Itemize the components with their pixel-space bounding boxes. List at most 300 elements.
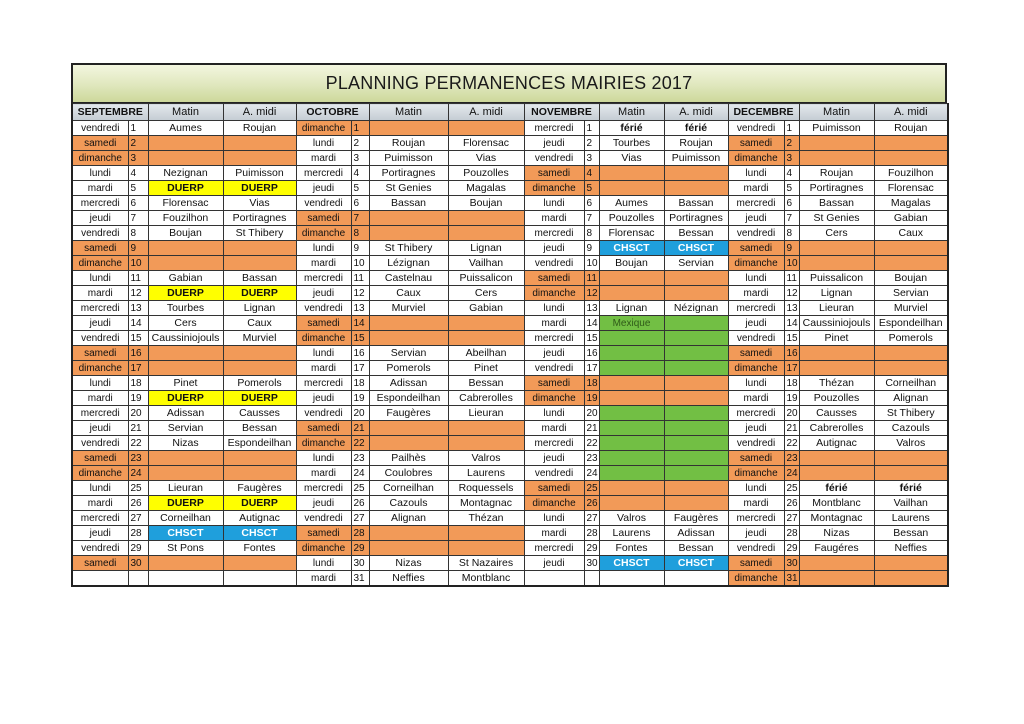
weekday-cell: samedi <box>296 316 351 331</box>
day-number-cell: 25 <box>784 481 799 496</box>
day-number-cell: 30 <box>128 556 148 571</box>
morning-cell <box>148 466 223 481</box>
afternoon-cell: DUERP <box>223 181 296 196</box>
afternoon-cell <box>448 121 524 136</box>
morning-cell <box>369 211 448 226</box>
morning-cell: Aumes <box>599 196 664 211</box>
morning-cell: Faugères <box>369 406 448 421</box>
day-number-cell: 21 <box>784 421 799 436</box>
afternoon-cell: Espondeilhan <box>874 316 948 331</box>
morning-cell <box>369 331 448 346</box>
afternoon-cell: Bassan <box>223 271 296 286</box>
morning-cell: Servian <box>369 346 448 361</box>
weekday-cell: samedi <box>72 241 128 256</box>
table-row <box>72 316 948 331</box>
afternoon-cell: Roujan <box>874 121 948 136</box>
morning-cell <box>599 466 664 481</box>
day-number-cell: 5 <box>128 181 148 196</box>
weekday-cell: dimanche <box>524 391 584 406</box>
morning-cell <box>799 466 874 481</box>
morning-cell <box>369 436 448 451</box>
weekday-cell: jeudi <box>524 556 584 571</box>
weekday-cell: mardi <box>524 421 584 436</box>
weekday-cell <box>524 571 584 587</box>
day-number-cell: 11 <box>128 271 148 286</box>
day-number-cell: 11 <box>351 271 369 286</box>
weekday-cell: lundi <box>72 481 128 496</box>
day-number-cell: 29 <box>784 541 799 556</box>
day-number-cell: 29 <box>584 541 599 556</box>
day-number-cell: 9 <box>584 241 599 256</box>
morning-cell <box>369 541 448 556</box>
morning-cell: Cabrerolles <box>799 421 874 436</box>
day-number-cell: 8 <box>128 226 148 241</box>
weekday-cell: dimanche <box>72 361 128 376</box>
weekday-cell: vendredi <box>524 256 584 271</box>
afternoon-cell <box>448 226 524 241</box>
day-number-cell: 26 <box>584 496 599 511</box>
table-row <box>72 136 948 151</box>
morning-cell <box>599 376 664 391</box>
day-number-cell: 5 <box>351 181 369 196</box>
day-number-cell: 30 <box>584 556 599 571</box>
afternoon-cell <box>664 451 728 466</box>
weekday-cell: lundi <box>728 481 784 496</box>
day-number-cell: 5 <box>584 181 599 196</box>
morning-cell: CHSCT <box>599 556 664 571</box>
table-row <box>72 481 948 496</box>
weekday-cell: samedi <box>728 346 784 361</box>
morning-cell: Valros <box>599 511 664 526</box>
table-body <box>72 121 948 587</box>
day-number-cell <box>584 571 599 587</box>
weekday-cell: mercredi <box>296 481 351 496</box>
weekday-cell: mardi <box>72 496 128 511</box>
table-row <box>72 511 948 526</box>
morning-cell: St Pons <box>148 541 223 556</box>
weekday-cell: vendredi <box>72 226 128 241</box>
day-number-cell: 7 <box>784 211 799 226</box>
day-number-cell: 18 <box>351 376 369 391</box>
weekday-cell: dimanche <box>728 256 784 271</box>
morning-cell: Aumes <box>148 121 223 136</box>
day-number-cell: 19 <box>584 391 599 406</box>
morning-cell <box>599 451 664 466</box>
afternoon-cell: Bessan <box>664 226 728 241</box>
afternoon-cell: Lignan <box>223 301 296 316</box>
morning-cell: Corneilhan <box>369 481 448 496</box>
afternoon-cell <box>448 526 524 541</box>
day-number-cell: 19 <box>784 391 799 406</box>
weekday-cell: mardi <box>728 391 784 406</box>
morning-cell: Puimisson <box>799 121 874 136</box>
morning-cell: Bassan <box>369 196 448 211</box>
weekday-cell: dimanche <box>728 466 784 481</box>
afternoon-cell: DUERP <box>223 286 296 301</box>
afternoon-header: A. midi <box>664 104 728 121</box>
weekday-cell: dimanche <box>296 331 351 346</box>
day-number-cell: 24 <box>128 466 148 481</box>
morning-cell: Cers <box>148 316 223 331</box>
weekday-cell: jeudi <box>72 211 128 226</box>
afternoon-cell: Neffies <box>874 541 948 556</box>
weekday-cell: jeudi <box>72 421 128 436</box>
morning-cell: Servian <box>148 421 223 436</box>
day-number-cell: 1 <box>128 121 148 136</box>
afternoon-cell: Vias <box>448 151 524 166</box>
day-number-cell: 13 <box>584 301 599 316</box>
afternoon-cell: Gabian <box>448 301 524 316</box>
weekday-cell: lundi <box>72 376 128 391</box>
table-row <box>72 436 948 451</box>
table-row <box>72 571 948 587</box>
afternoon-header: A. midi <box>448 104 524 121</box>
weekday-cell: vendredi <box>296 511 351 526</box>
afternoon-cell: Vailhan <box>874 496 948 511</box>
weekday-cell: vendredi <box>72 121 128 136</box>
day-number-cell: 8 <box>351 226 369 241</box>
afternoon-cell: Bessan <box>874 526 948 541</box>
day-number-cell: 16 <box>351 346 369 361</box>
afternoon-cell <box>874 556 948 571</box>
weekday-cell: mardi <box>524 526 584 541</box>
weekday-cell: samedi <box>728 241 784 256</box>
day-number-cell: 17 <box>128 361 148 376</box>
afternoon-cell: Caux <box>874 226 948 241</box>
morning-cell <box>599 181 664 196</box>
day-number-cell: 16 <box>128 346 148 361</box>
morning-cell <box>599 436 664 451</box>
afternoon-cell: Faugères <box>223 481 296 496</box>
day-number-cell: 12 <box>128 286 148 301</box>
morning-cell: Mexique <box>599 316 664 331</box>
afternoon-cell: Corneilhan <box>874 376 948 391</box>
weekday-cell: mardi <box>296 361 351 376</box>
afternoon-cell <box>664 316 728 331</box>
morning-cell <box>799 256 874 271</box>
weekday-cell: mercredi <box>728 196 784 211</box>
afternoon-cell: Bessan <box>448 376 524 391</box>
day-number-cell: 29 <box>351 541 369 556</box>
weekday-cell: dimanche <box>296 121 351 136</box>
morning-cell <box>369 226 448 241</box>
weekday-cell: jeudi <box>296 286 351 301</box>
day-number-cell: 2 <box>351 136 369 151</box>
afternoon-cell <box>664 421 728 436</box>
morning-cell: Montblanc <box>799 496 874 511</box>
morning-cell: Castelnau <box>369 271 448 286</box>
afternoon-cell: Autignac <box>223 511 296 526</box>
afternoon-cell: St Thibery <box>223 226 296 241</box>
weekday-cell: samedi <box>728 451 784 466</box>
afternoon-cell <box>223 136 296 151</box>
morning-cell: Adissan <box>148 406 223 421</box>
day-number-cell: 31 <box>351 571 369 587</box>
morning-header: Matin <box>148 104 223 121</box>
morning-cell <box>599 406 664 421</box>
morning-cell: Fouzilhon <box>148 211 223 226</box>
day-number-cell: 12 <box>584 286 599 301</box>
day-number-cell: 17 <box>584 361 599 376</box>
month-header: SEPTEMBRE <box>72 104 148 121</box>
morning-cell: Lieuran <box>148 481 223 496</box>
table-row <box>72 151 948 166</box>
morning-cell: férié <box>799 481 874 496</box>
morning-cell: Autignac <box>799 436 874 451</box>
weekday-cell: samedi <box>72 136 128 151</box>
weekday-cell: mercredi <box>296 376 351 391</box>
weekday-cell: jeudi <box>524 241 584 256</box>
afternoon-cell <box>223 256 296 271</box>
weekday-cell: mercredi <box>524 541 584 556</box>
weekday-cell: jeudi <box>524 451 584 466</box>
afternoon-cell <box>874 151 948 166</box>
afternoon-cell <box>874 241 948 256</box>
morning-cell <box>369 316 448 331</box>
weekday-cell: vendredi <box>728 331 784 346</box>
afternoon-header: A. midi <box>223 104 296 121</box>
weekday-cell: vendredi <box>72 436 128 451</box>
weekday-cell: lundi <box>72 166 128 181</box>
weekday-cell: samedi <box>524 376 584 391</box>
weekday-cell: dimanche <box>296 436 351 451</box>
morning-cell: Pinet <box>148 376 223 391</box>
afternoon-cell <box>874 571 948 587</box>
morning-cell <box>599 481 664 496</box>
morning-cell <box>599 331 664 346</box>
afternoon-cell <box>664 286 728 301</box>
afternoon-cell <box>223 346 296 361</box>
afternoon-cell: Puissalicon <box>448 271 524 286</box>
weekday-cell: vendredi <box>72 541 128 556</box>
month-header: DECEMBRE <box>728 104 799 121</box>
weekday-cell: jeudi <box>728 211 784 226</box>
day-number-cell: 31 <box>784 571 799 587</box>
day-number-cell: 9 <box>784 241 799 256</box>
weekday-cell: lundi <box>728 376 784 391</box>
afternoon-cell <box>664 271 728 286</box>
weekday-cell: jeudi <box>296 181 351 196</box>
afternoon-cell: Valros <box>874 436 948 451</box>
afternoon-cell: Pouzolles <box>448 166 524 181</box>
day-number-cell: 3 <box>584 151 599 166</box>
afternoon-cell <box>664 496 728 511</box>
morning-cell: CHSCT <box>148 526 223 541</box>
day-number-cell: 16 <box>784 346 799 361</box>
morning-cell: Florensac <box>599 226 664 241</box>
morning-cell: Cazouls <box>369 496 448 511</box>
morning-cell <box>799 556 874 571</box>
weekday-cell: lundi <box>72 271 128 286</box>
day-number-cell: 6 <box>128 196 148 211</box>
morning-cell: Laurens <box>599 526 664 541</box>
afternoon-cell: Cabrerolles <box>448 391 524 406</box>
afternoon-cell: Abeilhan <box>448 346 524 361</box>
day-number-cell: 20 <box>351 406 369 421</box>
morning-cell: Corneilhan <box>148 511 223 526</box>
day-number-cell: 10 <box>584 256 599 271</box>
afternoon-cell: Puimisson <box>223 166 296 181</box>
morning-cell: DUERP <box>148 286 223 301</box>
afternoon-cell: Boujan <box>874 271 948 286</box>
morning-cell <box>799 241 874 256</box>
morning-cell: Portiragnes <box>369 166 448 181</box>
afternoon-cell <box>664 361 728 376</box>
morning-cell <box>369 121 448 136</box>
table-row <box>72 256 948 271</box>
weekday-cell: dimanche <box>296 541 351 556</box>
day-number-cell: 30 <box>784 556 799 571</box>
table-row <box>72 466 948 481</box>
weekday-cell: samedi <box>296 526 351 541</box>
afternoon-cell: Bessan <box>664 541 728 556</box>
morning-cell: Adissan <box>369 376 448 391</box>
day-number-cell: 25 <box>584 481 599 496</box>
day-number-cell: 2 <box>128 136 148 151</box>
day-number-cell: 3 <box>128 151 148 166</box>
afternoon-cell: Servian <box>664 256 728 271</box>
day-number-cell: 23 <box>128 451 148 466</box>
day-number-cell: 27 <box>351 511 369 526</box>
weekday-cell: dimanche <box>728 571 784 587</box>
weekday-cell: vendredi <box>524 466 584 481</box>
day-number-cell: 13 <box>784 301 799 316</box>
day-number-cell: 4 <box>784 166 799 181</box>
morning-cell: Caussiniojouls <box>799 316 874 331</box>
day-number-cell: 22 <box>784 436 799 451</box>
morning-cell <box>599 361 664 376</box>
morning-cell <box>148 556 223 571</box>
morning-cell: Puimisson <box>369 151 448 166</box>
table-row <box>72 541 948 556</box>
morning-cell: Vias <box>599 151 664 166</box>
month-header: OCTOBRE <box>296 104 369 121</box>
morning-cell: Lignan <box>799 286 874 301</box>
weekday-cell: mercredi <box>72 406 128 421</box>
morning-cell <box>599 271 664 286</box>
afternoon-cell <box>874 451 948 466</box>
weekday-cell: lundi <box>524 196 584 211</box>
morning-cell <box>148 451 223 466</box>
weekday-cell: jeudi <box>524 136 584 151</box>
weekday-cell: samedi <box>728 556 784 571</box>
weekday-cell: samedi <box>72 451 128 466</box>
morning-cell <box>148 571 223 587</box>
day-number-cell: 15 <box>128 331 148 346</box>
morning-cell: Caussiniojouls <box>148 331 223 346</box>
morning-cell: Pomerols <box>369 361 448 376</box>
table-row <box>72 301 948 316</box>
day-number-cell: 27 <box>784 511 799 526</box>
weekday-cell: mercredi <box>296 166 351 181</box>
morning-cell: Nizas <box>369 556 448 571</box>
day-number-cell: 22 <box>584 436 599 451</box>
weekday-cell: dimanche <box>524 286 584 301</box>
morning-cell <box>148 241 223 256</box>
weekday-cell: lundi <box>728 271 784 286</box>
morning-cell: Caux <box>369 286 448 301</box>
afternoon-cell <box>664 406 728 421</box>
day-number-cell: 14 <box>784 316 799 331</box>
afternoon-cell: Laurens <box>874 511 948 526</box>
day-number-cell: 27 <box>584 511 599 526</box>
weekday-cell: dimanche <box>728 361 784 376</box>
day-number-cell: 26 <box>351 496 369 511</box>
day-number-cell: 14 <box>351 316 369 331</box>
table-row <box>72 346 948 361</box>
day-number-cell: 25 <box>351 481 369 496</box>
weekday-cell: mardi <box>72 286 128 301</box>
day-number-cell: 28 <box>128 526 148 541</box>
day-number-cell: 23 <box>351 451 369 466</box>
weekday-cell: samedi <box>72 556 128 571</box>
morning-cell <box>599 571 664 587</box>
day-number-cell: 21 <box>128 421 148 436</box>
weekday-cell: vendredi <box>728 226 784 241</box>
day-number-cell: 20 <box>784 406 799 421</box>
weekday-cell: lundi <box>296 136 351 151</box>
morning-cell: Fontes <box>599 541 664 556</box>
weekday-cell: samedi <box>728 136 784 151</box>
afternoon-cell: Pinet <box>448 361 524 376</box>
table-row <box>72 496 948 511</box>
day-number-cell: 3 <box>784 151 799 166</box>
weekday-cell: dimanche <box>296 226 351 241</box>
weekday-cell: mercredi <box>72 301 128 316</box>
day-number-cell: 26 <box>128 496 148 511</box>
afternoon-cell <box>448 211 524 226</box>
day-number-cell: 24 <box>584 466 599 481</box>
day-number-cell: 28 <box>784 526 799 541</box>
weekday-cell: lundi <box>296 451 351 466</box>
weekday-cell: lundi <box>296 241 351 256</box>
afternoon-cell: férié <box>664 121 728 136</box>
planning-sheet <box>71 63 947 587</box>
morning-header: Matin <box>369 104 448 121</box>
day-number-cell: 13 <box>128 301 148 316</box>
afternoon-cell: Magalas <box>874 196 948 211</box>
weekday-cell: mardi <box>296 466 351 481</box>
morning-cell <box>148 256 223 271</box>
weekday-cell: vendredi <box>524 361 584 376</box>
morning-cell: Lézignan <box>369 256 448 271</box>
morning-cell <box>799 361 874 376</box>
morning-cell <box>799 451 874 466</box>
weekday-cell: mercredi <box>524 226 584 241</box>
morning-cell <box>799 151 874 166</box>
table-row <box>72 526 948 541</box>
day-number-cell: 6 <box>584 196 599 211</box>
weekday-cell: mardi <box>296 151 351 166</box>
weekday-cell: dimanche <box>524 181 584 196</box>
morning-cell: Murviel <box>369 301 448 316</box>
afternoon-cell <box>874 256 948 271</box>
day-number-cell: 15 <box>351 331 369 346</box>
morning-cell: Nizas <box>148 436 223 451</box>
weekday-cell: mardi <box>72 181 128 196</box>
day-number-cell: 4 <box>128 166 148 181</box>
day-number-cell: 19 <box>128 391 148 406</box>
afternoon-cell: Espondeilhan <box>223 436 296 451</box>
day-number-cell: 2 <box>584 136 599 151</box>
table-row <box>72 391 948 406</box>
weekday-cell: vendredi <box>296 301 351 316</box>
day-number-cell: 17 <box>351 361 369 376</box>
morning-cell <box>599 166 664 181</box>
day-number-cell: 4 <box>351 166 369 181</box>
afternoon-cell <box>448 316 524 331</box>
table-row <box>72 331 948 346</box>
